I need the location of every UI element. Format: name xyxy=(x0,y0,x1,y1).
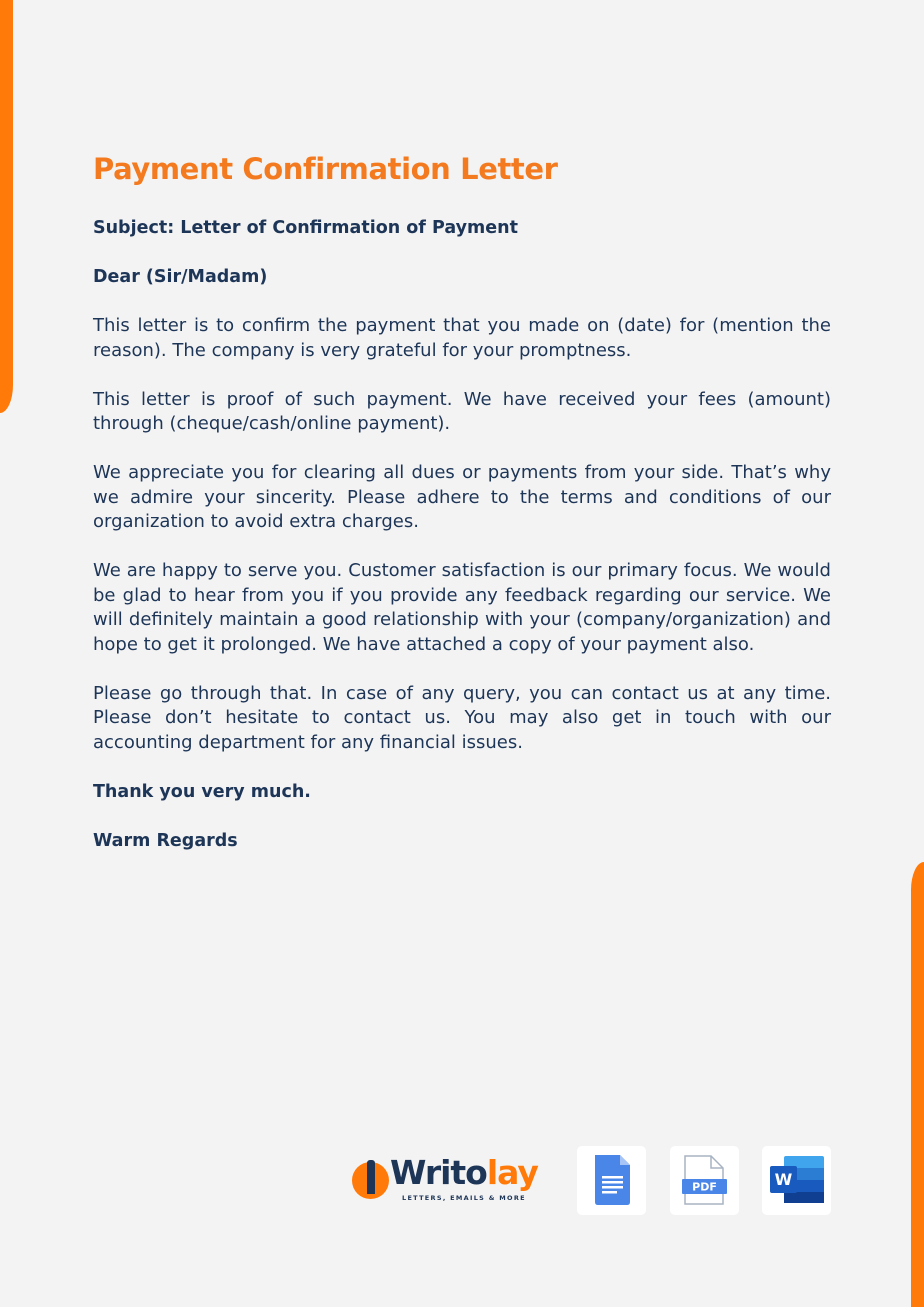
google-docs-icon xyxy=(577,1146,646,1215)
logo-badge-icon xyxy=(352,1162,389,1199)
right-accent-bar xyxy=(911,862,924,1307)
paragraph: We are happy to serve you. Customer satisfaction is our primary focus. We would be glad to hear from you if you provide any feedback regarding our service. We will definitely maintain a good relationship with your (company/organization) and hope to get it prolonged. We have attached a copy of your payment also. xyxy=(93,560,831,655)
pdf-label: PDF xyxy=(692,1180,717,1194)
paragraph: We appreciate you for clearing all dues or payments from your side. That’s why we admire your sincerity. Please adhere to the terms and conditions of our organization to avoid extra charges. xyxy=(93,462,831,532)
closing-line: Warm Regards xyxy=(93,830,238,851)
word-label: W xyxy=(774,1170,793,1189)
letter-body xyxy=(93,148,831,878)
writolay-logo[interactable] xyxy=(352,1153,548,1208)
logo-wordmark xyxy=(390,1153,538,1192)
word-icon xyxy=(762,1146,831,1215)
pencil-icon xyxy=(367,1160,375,1194)
logo-wordmark-part1: Writo xyxy=(390,1153,487,1192)
thanks-line: Thank you very much. xyxy=(93,781,311,802)
google-docs-button[interactable] xyxy=(577,1146,646,1215)
pdf-download-button[interactable] xyxy=(670,1146,739,1215)
paragraph: This letter is to confirm the payment that you made on (date) for (mention the reason). The company is very grateful for your promptness. xyxy=(93,315,831,361)
word-download-button[interactable] xyxy=(762,1146,831,1215)
logo-wordmark-part2: lay xyxy=(486,1153,538,1192)
page-title: Payment Confirmation Letter xyxy=(93,152,558,186)
paragraph: Please go through that. In case of any query, you can contact us at any time. Please don’t hesitate to contact us. You may also get in touch with our accounting department for any financial issues. xyxy=(93,682,831,753)
footer xyxy=(0,1146,924,1216)
pdf-icon xyxy=(670,1146,739,1215)
left-accent-bar xyxy=(0,0,13,413)
paragraph: This letter is proof of such payment. We have received your fees (amount) through (cheque/cash/online payment). xyxy=(93,388,831,434)
salutation: Dear (Sir/Madam) xyxy=(93,267,268,287)
logo-tagline: LETTERS, EMAILS & MORE xyxy=(402,1194,526,1202)
subject-line: Subject: Letter of Confirmation of Payment xyxy=(93,218,518,238)
